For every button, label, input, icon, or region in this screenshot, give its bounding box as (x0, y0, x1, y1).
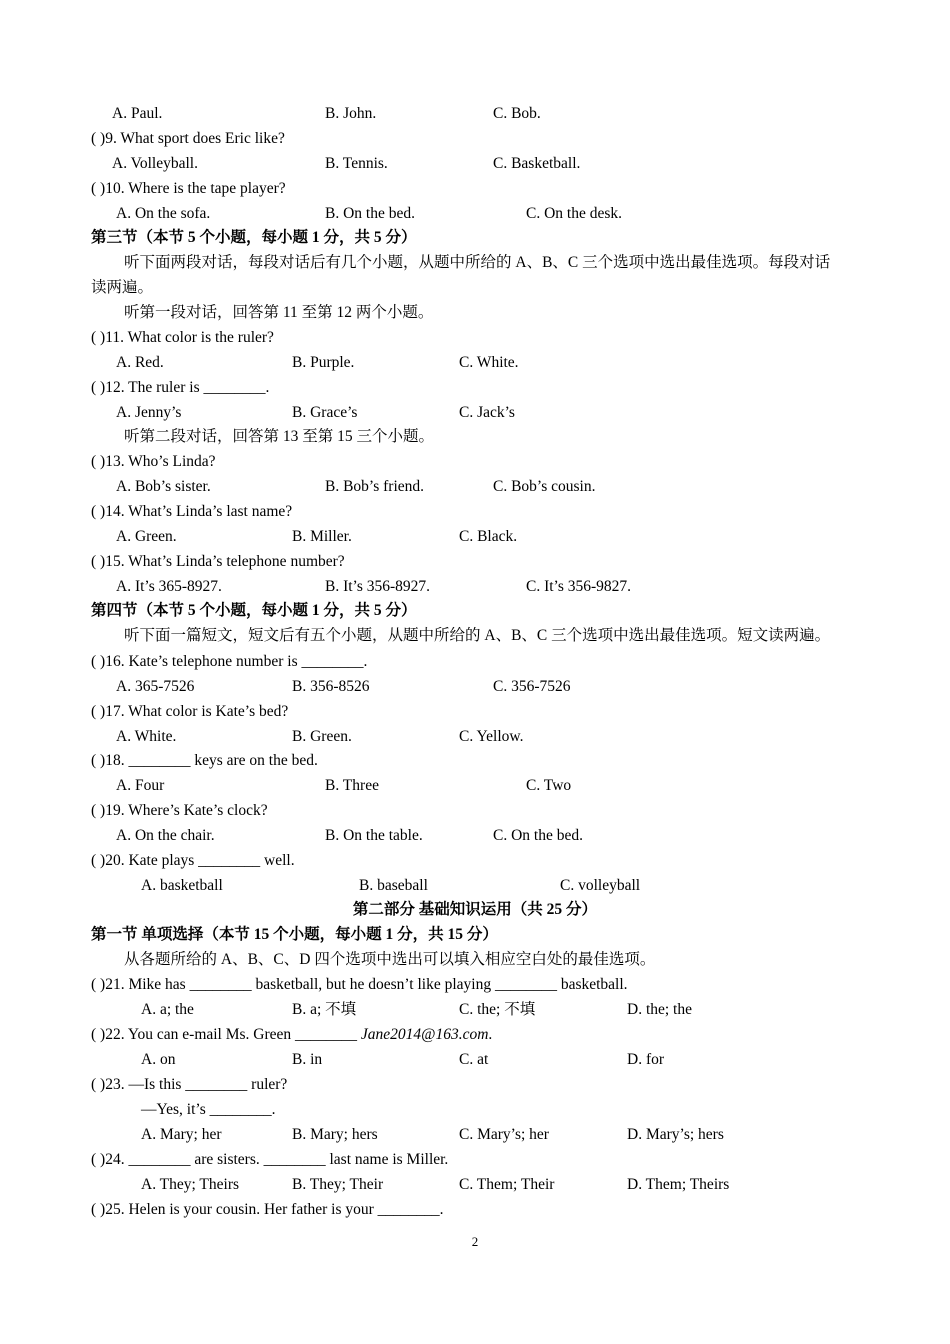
option-a: A. Green. (116, 528, 177, 545)
section-3-instruction-cont (0, 276, 950, 300)
question-22-stem (0, 1023, 950, 1047)
option-b: B. Three (325, 777, 379, 794)
option-c: C. Two (526, 777, 572, 794)
question-20-options (0, 874, 950, 898)
option-c: C. Bob. (493, 105, 541, 122)
question-9-stem (0, 127, 950, 151)
option-d: D. Them; Theirs (627, 1176, 730, 1193)
option-b: B. Miller. (292, 528, 352, 545)
option-a: A. On the chair. (116, 827, 215, 844)
option-d: D. the; the (627, 1001, 692, 1018)
question-8-options (0, 102, 950, 126)
option-a: A. on (141, 1051, 176, 1068)
question-15-stem (0, 550, 950, 574)
option-c: C. volleyball (560, 877, 641, 894)
question-stem: ( )10. Where is the tape player? (91, 180, 286, 197)
option-b: B. Bob’s friend. (325, 478, 425, 495)
option-b: B. Grace’s (292, 404, 358, 421)
question-22-options (0, 1048, 950, 1072)
option-a: A. basketball (141, 877, 223, 894)
question-11-options (0, 351, 950, 375)
question-stem: ( )20. Kate plays ________ well. (91, 852, 295, 869)
question-stem (91, 1023, 492, 1047)
question-13-stem (0, 450, 950, 474)
page-number-row (0, 1230, 950, 1254)
part-2-heading (0, 898, 950, 922)
option-b: B. It’s 356-8927. (325, 578, 431, 595)
question-15-options (0, 575, 950, 599)
question-18-options (0, 774, 950, 798)
option-a: A. White. (116, 728, 177, 745)
option-b: B. Tennis. (325, 155, 388, 172)
option-b: B. On the table. (325, 827, 423, 844)
instruction-text: 从各题所给的 A、B、C、D 四个选项中选出可以填入相应空白处的最佳选项。 (124, 951, 656, 968)
question-23-stem (0, 1073, 950, 1097)
option-c: C. On the bed. (493, 827, 583, 844)
question-stem: ( )15. What’s Linda’s telephone number? (91, 553, 345, 570)
section-heading: 第三节（本节 5 个小题，每小题 1 分，共 5 分） (91, 229, 417, 246)
option-b: B. Purple. (292, 354, 355, 371)
question-19-options (0, 824, 950, 848)
option-b: B. in (292, 1051, 323, 1068)
question-stem: ( )9. What sport does Eric like? (91, 130, 285, 147)
option-c: C. Jack’s (459, 404, 515, 421)
question-25-stem (0, 1198, 950, 1222)
option-d: D. for (627, 1051, 665, 1068)
option-b: B. Mary; hers (292, 1126, 378, 1143)
section-4-instruction (0, 624, 950, 648)
dialog-2-instruction (0, 425, 950, 449)
question-18-stem (0, 749, 950, 773)
option-c: C. Mary’s; her (459, 1126, 549, 1143)
section-3-instruction (0, 251, 950, 275)
question-16-options (0, 675, 950, 699)
option-b: B. 356-8526 (292, 678, 370, 695)
instruction-text: 听第一段对话，回答第 11 至第 12 两个小题。 (124, 304, 434, 321)
question-17-options (0, 725, 950, 749)
question-stem: ( )23. —Is this ________ ruler? (91, 1076, 288, 1093)
option-a: A. Jenny’s (116, 404, 182, 421)
option-c: C. the; 不填 (459, 1001, 536, 1018)
option-a: A. On the sofa. (116, 205, 211, 222)
section-heading: 第一节 单项选择（本节 15 个小题，每小题 1 分，共 15 分） (91, 926, 498, 943)
dialog-1-instruction (0, 301, 950, 325)
option-c: C. Black. (459, 528, 518, 545)
question-12-options (0, 401, 950, 425)
stem-text: ( )22. You can e-mail Ms. Green ________ (91, 1026, 361, 1043)
question-14-stem (0, 500, 950, 524)
question-stem: ( )16. Kate’s telephone number is ________. (91, 653, 368, 670)
option-b: B. a; 不填 (292, 1001, 357, 1018)
option-a: A. Four (116, 777, 165, 794)
option-a: A. a; the (141, 1001, 194, 1018)
question-10-options (0, 202, 950, 226)
option-c: C. 356-7526 (493, 678, 571, 695)
question-24-stem (0, 1148, 950, 1172)
dialog-reply: —Yes, it’s ________. (141, 1101, 276, 1118)
question-16-stem (0, 650, 950, 674)
question-stem: ( )21. Mike has ________ basketball, but he doesn’t like playing ________ basketball. (91, 976, 628, 993)
option-b: B. On the bed. (325, 205, 415, 222)
question-stem: ( )17. What color is Kate’s bed? (91, 703, 289, 720)
section-3-heading (0, 226, 950, 250)
section-heading: 第四节（本节 5 个小题，每小题 1 分，共 5 分） (91, 602, 417, 619)
instruction-text: 听下面两段对话，每段对话后有几个小题，从题中所给的 A、B、C 三个选项中选出最佳选项。每段对话 (124, 254, 831, 271)
question-12-stem (0, 376, 950, 400)
question-20-stem (0, 849, 950, 873)
option-d: D. Mary’s; hers (627, 1126, 724, 1143)
question-stem: ( )13. Who’s Linda? (91, 453, 216, 470)
option-b: B. baseball (359, 877, 428, 894)
section-4-heading (0, 599, 950, 623)
question-13-options (0, 475, 950, 499)
option-a: A. 365-7526 (116, 678, 195, 695)
part-2-section-1-instruction (0, 948, 950, 972)
instruction-text: 听第二段对话，回答第 13 至第 15 三个小题。 (124, 428, 435, 445)
question-stem: ( )18. ________ keys are on the bed. (91, 752, 318, 769)
option-a: A. They; Theirs (141, 1176, 240, 1193)
option-b: B. They; Their (292, 1176, 384, 1193)
option-c: C. White. (459, 354, 519, 371)
option-c: C. Them; Their (459, 1176, 555, 1193)
question-23-reply (0, 1098, 950, 1122)
option-c: C. On the desk. (526, 205, 623, 222)
question-9-options (0, 152, 950, 176)
option-c: C. Bob’s cousin. (493, 478, 596, 495)
question-21-stem (0, 973, 950, 997)
instruction-text: 听下面一篇短文，短文后有五个小题，从题中所给的 A、B、C 三个选项中选出最佳选项。短文读两遍。 (124, 627, 831, 644)
option-a: A. It’s 365-8927. (116, 578, 222, 595)
question-10-stem (0, 177, 950, 201)
option-c: C. Basketball. (493, 155, 581, 172)
option-c: C. It’s 356-9827. (526, 578, 632, 595)
question-24-options (0, 1173, 950, 1197)
part-2-section-1-heading (0, 923, 950, 947)
question-23-options (0, 1123, 950, 1147)
part-heading: 第二部分 基础知识运用（共 25 分） (352, 901, 598, 918)
option-b: B. John. (325, 105, 377, 122)
email-address: Jane2014@163.com (360, 1026, 489, 1043)
question-stem: ( )14. What’s Linda’s last name? (91, 503, 293, 520)
question-stem: ( )11. What color is the ruler? (91, 329, 274, 346)
question-21-options (0, 998, 950, 1022)
option-a: A. Paul. (112, 105, 163, 122)
stem-end: . (488, 1026, 493, 1043)
page-number: 2 (471, 1234, 479, 1249)
instruction-text: 读两遍。 (91, 279, 154, 296)
question-11-stem (0, 326, 950, 350)
option-b: B. Green. (292, 728, 352, 745)
question-stem: ( )12. The ruler is ________. (91, 379, 270, 396)
option-a: A. Mary; her (141, 1126, 222, 1143)
question-19-stem (0, 799, 950, 823)
option-a: A. Red. (116, 354, 164, 371)
question-14-options (0, 525, 950, 549)
option-a: A. Volleyball. (112, 155, 198, 172)
option-c: C. at (459, 1051, 489, 1068)
option-c: C. Yellow. (459, 728, 524, 745)
option-a: A. Bob’s sister. (116, 478, 211, 495)
question-17-stem (0, 700, 950, 724)
question-stem: ( )19. Where’s Kate’s clock? (91, 802, 268, 819)
question-stem: ( )25. Helen is your cousin. Her father is your ________. (91, 1201, 444, 1218)
question-stem: ( )24. ________ are sisters. ________ last name is Miller. (91, 1151, 449, 1168)
